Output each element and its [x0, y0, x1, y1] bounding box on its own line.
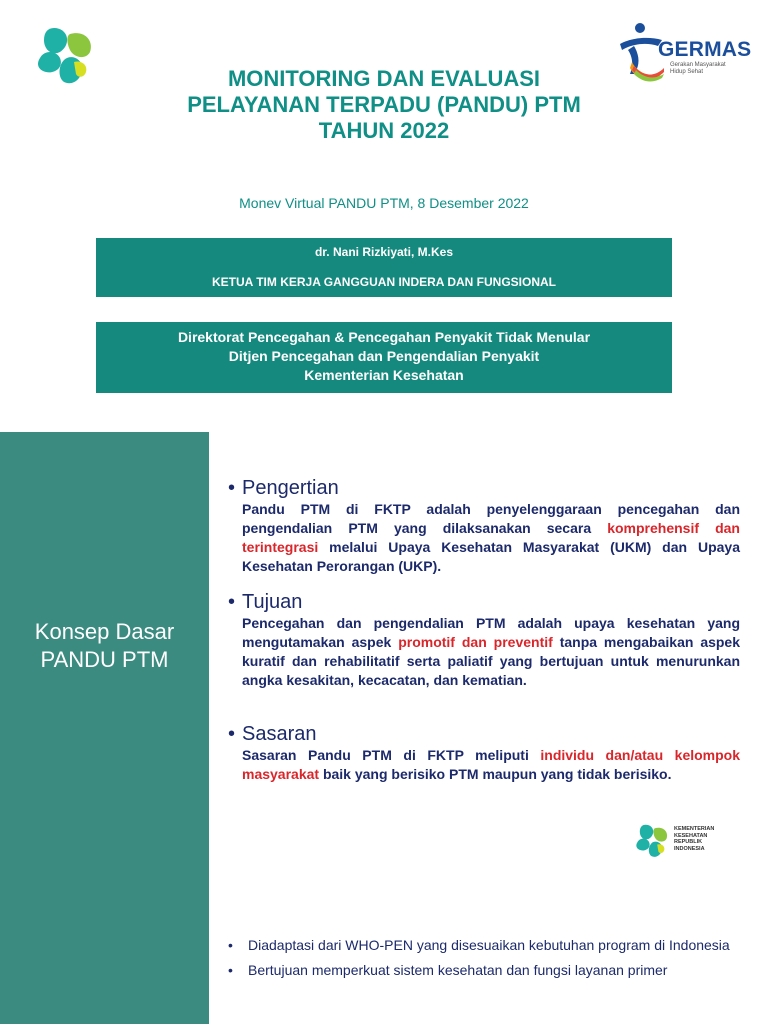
title-line: TAHUN 2022 — [318, 118, 450, 143]
list-item: • Diadaptasi dari WHO-PEN yang disesuaikan kebutuhan program di Indonesia — [228, 937, 730, 953]
speaker-role: KETUA TIM KERJA GANGGUAN INDERA DAN FUNGSIONAL — [212, 275, 556, 289]
side-panel — [0, 432, 209, 1024]
highlight-text: promotif dan preventif — [398, 634, 553, 650]
org-line: Kementerian Kesehatan — [304, 367, 464, 383]
title-line: MONITORING DAN EVALUASI — [227, 66, 541, 91]
bullet-icon: • — [228, 962, 233, 978]
kemenkes-logo-icon — [634, 822, 670, 860]
bullet-icon: • — [228, 591, 236, 613]
list-item: • Bertujuan memperkuat sistem kesehatan dan fungsi layanan primer — [228, 962, 668, 978]
title-slide — [0, 0, 768, 432]
speaker-name: dr. Nani Rizkiyati, M.Kes — [314, 245, 454, 259]
bullet-icon: • — [228, 723, 236, 745]
speaker-box — [96, 238, 672, 297]
section-heading: • Sasaran — [228, 723, 317, 745]
event-subtitle: Monev Virtual PANDU PTM, 8 Desember 2022 — [239, 195, 529, 211]
section-heading: • Tujuan — [228, 591, 303, 613]
bottom-bullet-list — [228, 938, 738, 988]
germas-tagline: Gerakan Masyarakat Hidup Sehat — [670, 62, 726, 75]
section-heading: • Pengertian — [228, 477, 339, 499]
bullet-icon: • — [228, 477, 236, 499]
kemenkes-logo-icon — [34, 24, 96, 88]
bullet-icon: • — [228, 937, 233, 953]
concept-slide — [0, 432, 768, 1024]
org-line: Direktorat Pencegahan & Pencegahan Penyakit Tidak Menular — [177, 329, 591, 345]
germas-wordmark: GERMAS — [658, 38, 752, 61]
highlight-text: komprehensif dan terintegrasi — [242, 520, 740, 555]
title-line: PELAYANAN TERPADU (PANDU) PTM — [187, 92, 581, 117]
section-body: Pencegahan dan pengendalian PTM adalah upaya kesehatan yang mengutamakan aspek promotif dan preventif tanpa mengabaikan aspek kuratif dan rehabilitatif serta paliatif yang bertujuan untuk menurunkan angka kesakitan, kecacatan, dan kematian. — [242, 615, 741, 688]
kemenkes-mini-logo — [634, 822, 724, 862]
highlight-text: individu dan/atau kelompok masyarakat — [242, 747, 741, 782]
section-body: Pandu PTM di FKTP adalah penyelenggaraan pencegahan dan pengendalian PTM yang dilaksanakan secara komprehensif dan terintegrasi melalui Upaya Kesehatan Masyarakat (UKM) dan Upaya Kesehatan Perorangan (UKP). — [242, 501, 740, 574]
section-sasaran — [228, 722, 740, 784]
section-tujuan — [228, 590, 740, 690]
organization-box — [96, 322, 672, 393]
main-title — [100, 66, 668, 144]
side-title: Konsep Dasar PANDU PTM — [34, 619, 175, 672]
org-line: Ditjen Pencegahan dan Pengendalian Penyakit — [228, 348, 540, 364]
section-body: Sasaran Pandu PTM di FKTP meliputi individu dan/atau kelompok masyarakat baik yang berisiko PTM maupun yang tidak berisiko. — [242, 747, 741, 782]
section-pengertian — [228, 476, 740, 576]
mini-logo-text: KEMENTERIAN KESEHATAN REPUBLIK INDONESIA — [674, 826, 715, 852]
